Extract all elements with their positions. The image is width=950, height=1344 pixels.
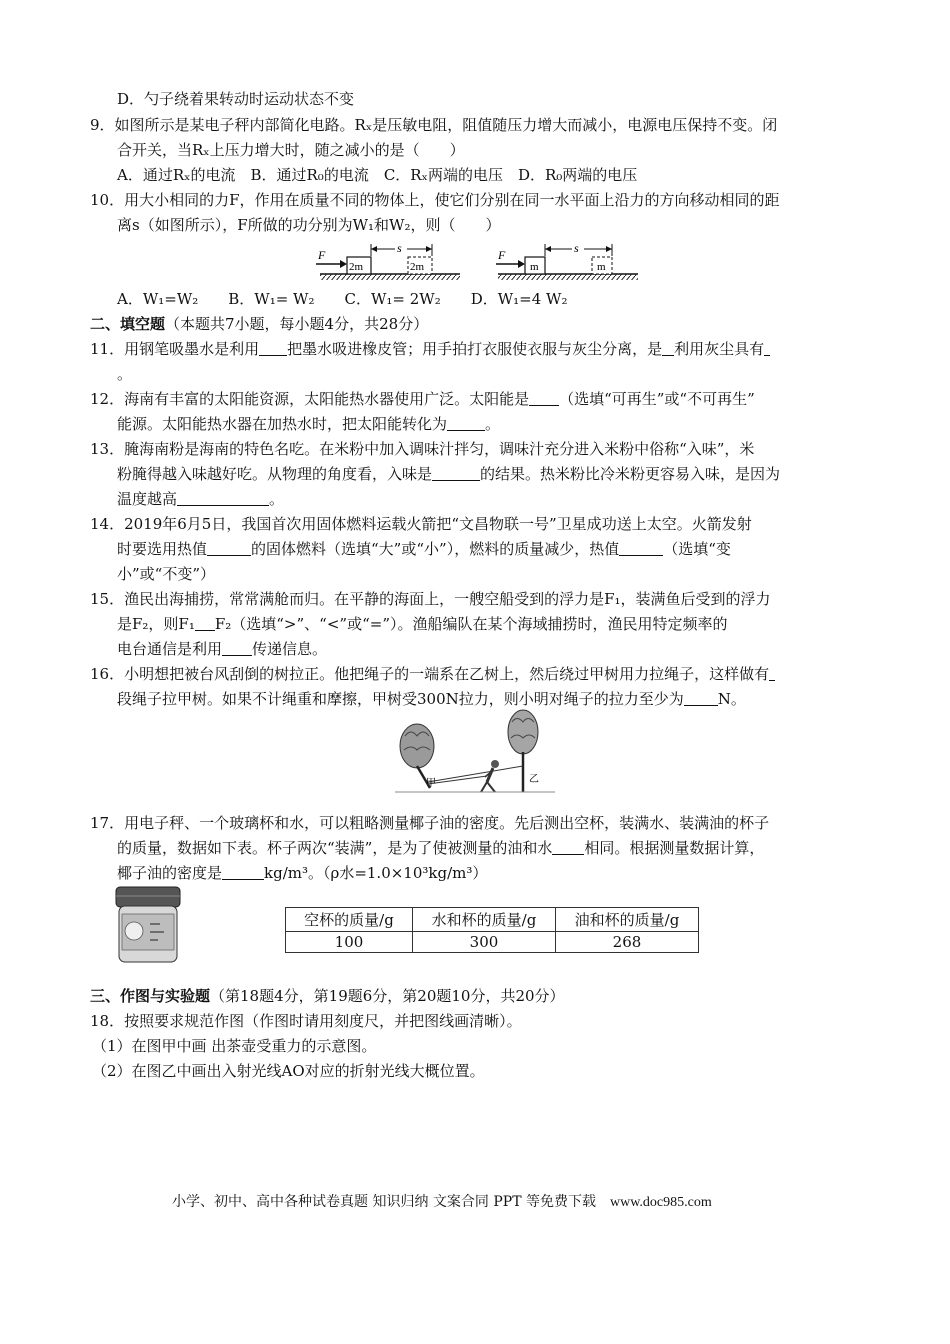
q12-blank2 <box>447 414 485 431</box>
footer-text: 小学、初中、高中各种试卷真题 知识归纳 文案合同 PPT 等免费下载 <box>172 1194 596 1210</box>
left-distance-label: s <box>397 241 402 255</box>
q11-text-a: 11．用钢笔吸墨水是利用 <box>90 340 260 358</box>
q9-stem-line2: 合开关，当Rₓ上压力增大时，随之减小的是（ ） <box>117 141 465 159</box>
q13-line3 <box>117 488 284 510</box>
q11-line2: 。 <box>117 365 133 383</box>
q12-text-b: （选填“可再生”或“不可再生” <box>559 390 755 408</box>
q12-text-a: 12．海南有丰富的太阳能资源，太阳能热水器使用广泛。太阳能是 <box>90 390 530 408</box>
coconut-oil-jar-image <box>110 884 186 966</box>
q16-text-a: 16．小明想把被台风刮倒的树拉正。他把绳子的一端系在乙树上，然后绕过甲树用力拉绳子，这样做有 <box>90 665 770 683</box>
q18-part1: （1）在图甲中画 出茶壶受重力的示意图。 <box>92 1037 377 1055</box>
q10-stem-line2: 离s（如图所示），F所做的功分别为W₁和W₂，则（ ） <box>117 216 501 234</box>
q15-text-b: F₂（选填“>”、“<”或“=”）。渔船编队在某个海域捕捞时，渔民用特定频率的 <box>214 615 728 633</box>
q13-text-b: 的结果。热米粉比冷米粉更容易入味，是因为 <box>480 465 781 483</box>
q15-line3 <box>117 638 327 660</box>
q14-blank1 <box>207 539 251 556</box>
right-ground <box>498 274 638 280</box>
q17-text-a: 的质量，数据如下表。杯子两次“装满”，是为了使被测量的油和水 <box>117 839 553 857</box>
q15-line1: 15．渔民出海捕捞，常常满舱而归。在平静的海面上，一艘空船受到的浮力是F₁，装满鱼后受到的浮力 <box>90 590 771 608</box>
q9-options: A．通过Rₓ的电流 B．通过R₀的电流 C．Rₓ两端的电压 D．R₀两端的电压 <box>117 166 638 184</box>
table-row <box>286 932 699 953</box>
q11-blank3 <box>764 339 770 356</box>
table-header-row <box>286 908 699 932</box>
q13-text-d: 。 <box>269 490 285 508</box>
q15-line2 <box>117 613 727 635</box>
q17-blank2 <box>222 863 264 880</box>
q10-stem-line1: 10．用大小相同的力F，作用在质量不同的物体上，使它们分别在同一水平面上沿力的方向移动相同的距 <box>90 191 780 209</box>
q14-text-b: 的固体燃料（选填“大”或“小”），燃料的质量减少，热值 <box>251 540 620 558</box>
q15-text-c: 电台通信是利用 <box>117 640 223 658</box>
q11-text-b: 把墨水吸进橡皮管；用手拍打衣服使衣服与灰尘分离，是 <box>287 340 663 358</box>
q14-blank2 <box>619 539 663 556</box>
q13-line2 <box>117 463 780 485</box>
left-block-moved-label: 2m <box>410 261 425 273</box>
q11-blank1 <box>259 339 287 356</box>
q17-blank1 <box>552 838 584 855</box>
q17-line3 <box>117 862 487 884</box>
q17-line1: 17．用电子秤、一个玻璃杯和水，可以粗略测量椰子油的密度。先后测出空杯，装满水、装满油的杯子 <box>90 814 770 832</box>
left-block-label: 2m <box>349 261 364 273</box>
q16-blank1 <box>769 664 775 681</box>
right-block-label: m <box>530 261 539 273</box>
q16-blank2 <box>684 689 718 706</box>
q15-text-d: 传递信息。 <box>252 640 328 658</box>
section3-title: 三、作图与实验题 <box>90 987 211 1005</box>
q9-stem-line1: 9．如图所示是某电子秤内部简化电路。Rₓ是压敏电阻，阻值随压力增大而减小，电源电压保持不变。闭 <box>90 116 778 134</box>
q16-tree-figure <box>395 706 555 798</box>
page-footer <box>172 1191 712 1211</box>
table-cell: 100 <box>286 932 413 953</box>
table-header-cell: 水和杯的质量/g <box>413 908 556 932</box>
q12-line1 <box>90 388 755 410</box>
q12-text-c: 能源。太阳能热水器在加热水时，把太阳能转化为 <box>117 415 448 433</box>
rope <box>428 766 523 784</box>
right-block-moved-label: m <box>597 261 606 273</box>
q14-line2 <box>117 538 731 560</box>
section3-heading <box>90 985 565 1007</box>
q13-text-a: 粉腌得越入味越好吃。从物理的角度看，入味是 <box>117 465 433 483</box>
q14-line3: 小”或“不变”） <box>117 565 216 583</box>
q13-line1: 13．腌海南粉是海南的特色名吃。在米粉中加入调味汁拌匀，调味汁充分进入米粉中俗称“入味”，米 <box>90 440 755 458</box>
q17-text-c: 椰子油的密度是 <box>117 864 223 882</box>
q18-part2: （2）在图乙中画出入射光线AO对应的折射光线大概位置。 <box>92 1062 485 1080</box>
q17-data-table <box>285 907 699 953</box>
q12-blank1 <box>529 389 559 406</box>
q15-blank2 <box>222 639 252 656</box>
q13-blank1 <box>432 464 480 481</box>
q8-option-d: D．勺子绕着果转动时运动状态不变 <box>117 90 355 108</box>
section2-title: 二、填空题 <box>90 315 166 333</box>
q16-text-c: N。 <box>717 690 746 708</box>
q17-text-d: kg/m³。（ρ水=1.0×10³kg/m³） <box>264 864 488 882</box>
table-cell: 268 <box>556 932 699 953</box>
q12-text-d: 。 <box>485 415 501 433</box>
q11-line1 <box>90 338 770 360</box>
q10-force-figure <box>310 240 650 286</box>
section2-heading <box>90 313 428 335</box>
table-cell: 300 <box>413 932 556 953</box>
q13-text-c: 温度越高 <box>117 490 178 508</box>
q18-line1: 18．按照要求规范作图（作图时请用刻度尺，并把图线画清晰）。 <box>90 1012 522 1030</box>
q10-options: A．W₁=W₂ B．W₁= W₂ C．W₁= 2W₂ D．W₁=4 W₂ <box>117 290 568 308</box>
q17-line2 <box>117 837 764 859</box>
q11-blank2 <box>662 339 674 356</box>
table-header-cell: 空杯的质量/g <box>286 908 413 932</box>
footer-site-link[interactable]: www.doc985.com <box>609 1195 712 1210</box>
q12-line2 <box>117 413 500 435</box>
tree-yi-label: 乙 <box>529 774 539 785</box>
tree-jia-label: 甲 <box>426 778 436 789</box>
q14-text-c: （选填“变 <box>663 540 731 558</box>
section3-note: （第18题4分，第19题6分，第20题10分，共20分） <box>210 987 565 1005</box>
q14-line1: 14．2019年6月5日，我国首次用固体燃料运载火箭把“文昌物联一号”卫星成功送上太空。火箭发射 <box>90 515 752 533</box>
q16-line1 <box>90 663 775 685</box>
right-force-label: F <box>498 248 506 262</box>
table-header-cell: 油和杯的质量/g <box>556 908 699 932</box>
q17-text-b: 相同。根据测量数据计算， <box>584 839 765 857</box>
right-distance-label: s <box>574 241 579 255</box>
section2-note: （本题共7小题，每小题4分，共28分） <box>165 315 429 333</box>
q13-blank2 <box>177 489 269 506</box>
q11-text-c: 利用灰尘具有 <box>674 340 765 358</box>
q15-text-a: 是F₂，则F₁ <box>117 615 195 633</box>
left-ground <box>320 274 460 280</box>
left-force-label: F <box>318 248 326 262</box>
q15-blank1 <box>195 614 215 631</box>
q16-text-b: 段绳子拉甲树。如果不计绳重和摩擦，甲树受300N拉力，则小明对绳子的拉力至少为 <box>117 690 684 708</box>
q14-text-a: 时要选用热值 <box>117 540 208 558</box>
